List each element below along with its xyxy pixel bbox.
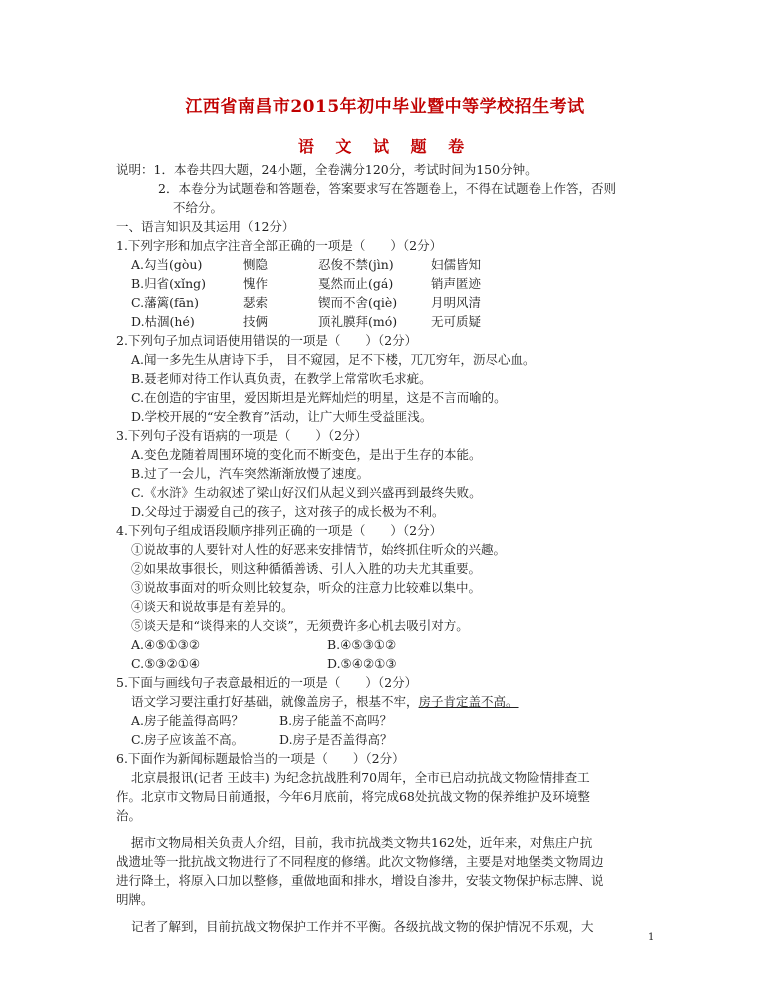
option-cell: 锲而不舍(qiè) — [318, 295, 398, 310]
question-2-option-a: A.闻一多先生从唐诗下手， 目不窥园，足不下楼，兀兀穷年，沥尽心血。 — [131, 352, 536, 367]
question-4-sentence-5: ⑤谈天是和“谈得来的人交谈”，无须费许多心机去吸引对方。 — [131, 618, 469, 633]
question-3-option-c: C.《水浒》生动叙述了梁山好汉们从起义到兴盛再到最终失败。 — [131, 485, 482, 500]
question-4-sentence-1: ①说故事的人要针对人性的好恶来安排情节，始终抓住听众的兴趣。 — [131, 542, 507, 557]
page-number: 1 — [648, 932, 655, 943]
option-cell: A.勾当(gòu) — [131, 257, 203, 272]
question-2-option-d: D.学校开展的“安全教育”活动，让广大师生受益匪浅。 — [131, 409, 433, 424]
question-3-stem: 3.下列句子没有语病的一项是（ ）（2分） — [116, 428, 368, 443]
question-4-options-row-1 — [116, 635, 656, 654]
question-1-option-d — [116, 312, 656, 331]
question-5-options-row-2 — [116, 730, 656, 749]
option-cell: 月明风清 — [431, 295, 482, 310]
question-5-option-b: B.房子能盖不高吗？ — [279, 713, 393, 728]
question-5-prompt-lead: 语文学习要注重打好基础，就像盖房子，根基不牢， — [131, 694, 419, 709]
question-2-option-b: B.聂老师对待工作认真负责，在教学上常常吹毛求疵。 — [131, 371, 432, 386]
option-cell: 忍俊不禁(jìn) — [318, 257, 394, 272]
question-5-stem: 5.下面与画线句子表意最相近的一项是（ ）（2分） — [116, 675, 418, 690]
question-5-option-c: C.房子应该盖不高。 — [131, 732, 245, 747]
news-paragraph-2-line-1: 据市文物局相关负责人介绍，目前，我市抗战类文物共162处，近年来，对焦庄户抗 — [131, 835, 593, 850]
option-cell: D.枯涸(hé) — [131, 314, 195, 329]
option-cell: C.藩篱(fān) — [131, 295, 199, 310]
option-cell: 无可质疑 — [431, 314, 482, 329]
question-1-stem: 1.下列字形和加点字注音全部正确的一项是（ ）（2分） — [116, 238, 443, 253]
news-paragraph-1-line-2: 作。北京市文物局日前通报，今年6月底前，将完成68处抗战文物的保养维护及环境整 — [116, 789, 590, 804]
instructions-line-1 — [116, 160, 656, 179]
question-1-option-c — [116, 293, 656, 312]
option-cell: 顶礼膜拜(mó) — [318, 314, 398, 329]
news-paragraph-2-line-4: 明牌。 — [116, 892, 154, 907]
question-4-stem: 4.下列句子组成语段顺序排列正确的一项是（ ）（2分） — [116, 523, 443, 538]
option-cell: 瑟索 — [243, 295, 269, 310]
instructions-label: 说明： — [116, 162, 154, 177]
question-5-option-a: A.房子能盖得高吗？ — [131, 713, 245, 728]
question-2-option-c: C.在创造的宇宙里，爱因斯坦是光辉灿烂的明星，这是不言而喻的。 — [131, 390, 507, 405]
instruction-1: 1．本卷共四大题，24小题，全卷满分120分，考试时间为150分钟。 — [153, 162, 538, 177]
news-paragraph-1-line-3: 治。 — [116, 808, 142, 823]
question-2-stem: 2.下列句子加点词语使用错误的一项是（ ）（2分） — [116, 333, 418, 348]
question-3-option-a: A.变色龙随着周围环境的变化而不断变色，是出于生存的本能。 — [131, 447, 482, 462]
question-5-prompt — [116, 692, 656, 711]
question-4-sentence-4: ④谈天和说故事是有差异的。 — [131, 599, 294, 614]
question-4-option-d: D.⑤④②①③ — [327, 656, 397, 671]
question-4-option-c: C.⑤③②①④ — [131, 656, 201, 671]
question-3-option-b: B.过了一会儿，汽车突然渐渐放慢了速度。 — [131, 466, 370, 481]
question-4-sentence-3: ③说故事面对的听众则比较复杂，听众的注意力比较难以集中。 — [131, 580, 482, 595]
instruction-2-cont: 不给分。 — [173, 200, 224, 215]
news-paragraph-3-line-1: 记者了解到，目前抗战文物保护工作并不平衡。各级抗战文物的保护情况不乐观，大 — [131, 919, 594, 934]
question-4-sentence-2: ②如果故事很长，则这种循循善诱、引人入胜的功夫尤其重要。 — [131, 561, 482, 576]
question-1-option-b — [116, 274, 656, 293]
question-4-options-row-2 — [116, 654, 656, 673]
question-4-option-b: B.④⑤③①② — [327, 637, 397, 652]
exam-content — [116, 160, 656, 936]
option-cell: B.归省(xǐng) — [131, 276, 207, 291]
question-6-stem: 6.下面作为新闻标题最恰当的一项是（ ）（2分） — [116, 751, 405, 766]
question-4-option-a: A.④⑤①③② — [131, 637, 201, 652]
option-cell: 妇儒皆知 — [431, 257, 482, 272]
option-cell: 技俩 — [243, 314, 269, 329]
question-5-underlined-sentence: 房子肯定盖不高。 — [418, 694, 519, 709]
question-3-option-d: D.父母过于溺爱自己的孩子，这对孩子的成长极为不利。 — [131, 504, 445, 519]
section-1-heading: 一、语言知识及其运用（12分） — [116, 219, 295, 234]
question-5-option-d: D.房子是否盖得高？ — [279, 732, 393, 747]
question-1-option-a — [116, 255, 656, 274]
option-cell: 销声匿迹 — [431, 276, 482, 291]
exam-title: 江西省南昌市2015年初中毕业暨中等学校招生考试 — [185, 97, 585, 117]
instruction-2: 2．本卷分为试题卷和答题卷，答案要求写在答题卷上，不得在试题卷上作答，否则 — [158, 181, 616, 196]
news-paragraph-2-line-3: 进行降土，将原入口加以整修，重做地面和排水，增设自渗井，安装文物保护标志牌、说 — [116, 873, 604, 888]
option-cell: 恻隐 — [243, 257, 269, 272]
option-cell: 愧作 — [243, 276, 269, 291]
exam-subtitle: 语 文 试 题 卷 — [297, 137, 473, 156]
news-paragraph-1-line-1: 北京晨报讯(记者 王歧丰) 为纪念抗战胜利70周年，全市已启动抗战文物险情排查工 — [131, 770, 590, 785]
news-paragraph-2-line-2: 战遗址等一批抗战文物进行了不同程度的修缮。此次文物修缮，主要是对地堡类文物周边 — [116, 854, 604, 869]
question-5-options-row-1 — [116, 711, 656, 730]
option-cell: 戛然而止(gá) — [318, 276, 394, 291]
